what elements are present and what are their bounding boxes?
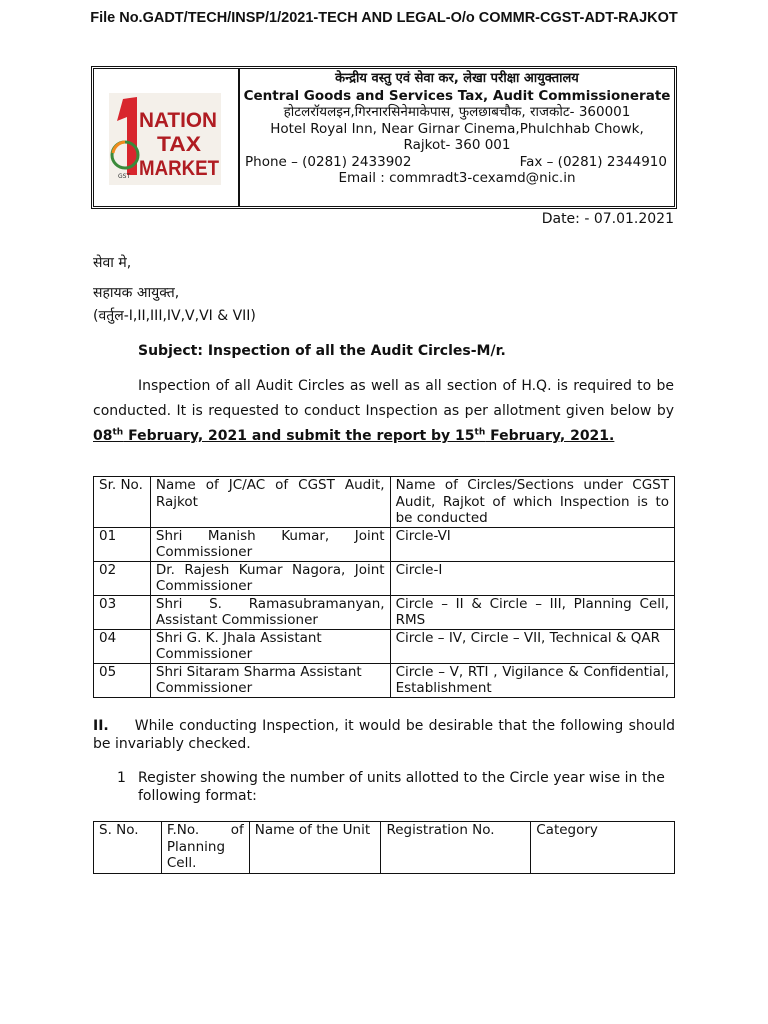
- row-sr-no: 05: [94, 663, 151, 697]
- list-item: [117, 770, 677, 805]
- logo-cell: [94, 69, 240, 206]
- row-circles: Circle-I: [390, 561, 674, 595]
- hindi-office-title: केन्द्रीय वस्तु एवं सेवा कर, लेखा परीक्षा आयुक्तालय: [335, 71, 579, 86]
- format-table: [93, 821, 675, 874]
- letter-date: Date: - 07.01.2021: [541, 211, 674, 227]
- table-row: [94, 527, 675, 561]
- body-paragraph: [93, 374, 674, 449]
- logo-word-nation: NATION: [139, 109, 217, 132]
- section-2-text: While conducting Inspection, it would be desirable that the following should be invariably checked.: [93, 718, 675, 752]
- body-text: Inspection of all Audit Circles as well as all section of H.Q. is required to be conducted. It is requested to conduct Inspection as per allotment given below by: [93, 378, 674, 419]
- file-number: File No.GADT/TECH/INSP/1/2021-TECH AND LEGAL-O/o COMMR-CGST-ADT-RAJKOT: [90, 10, 678, 26]
- row-circles: Circle – V, RTI , Vigilance & Confidential, Establishment: [390, 663, 674, 697]
- email-address: Email : commradt3-cexamd@nic.in: [338, 170, 576, 186]
- list-item-number: 1: [117, 770, 126, 786]
- letterhead: [91, 66, 677, 209]
- table-row: [94, 595, 675, 629]
- deadline-text: 08th February, 2021 and submit the report by 15th February, 2021.: [93, 427, 615, 444]
- phone-number: Phone – (0281) 2433902: [245, 153, 412, 170]
- format-header-category: Category: [531, 822, 675, 874]
- row-officer: Dr. Rajesh Kumar Nagora, Joint Commissioner: [150, 561, 390, 595]
- salutation-line-3: (वर्तुल-I,II,III,IV,V,VI & VII): [93, 308, 256, 324]
- header-cell-circles: Name of Circles/Sections under CGST Audit, Rajkot of which Inspection is to be conducted: [390, 477, 674, 528]
- logo-gst-badge: GST: [118, 173, 131, 180]
- format-table-header-row: [94, 822, 675, 874]
- row-circles: Circle-VI: [390, 527, 674, 561]
- format-header-fno: F.No. of Planning Cell.: [161, 822, 249, 874]
- row-officer: Shri Manish Kumar, Joint Commissioner: [150, 527, 390, 561]
- header-cell-officer: Name of JC/AC of CGST Audit, Rajkot: [150, 477, 390, 528]
- row-officer: Shri S. Ramasubramanyan, Assistant Commissioner: [150, 595, 390, 629]
- row-officer: Shri Sitaram Sharma Assistant Commissioner: [150, 663, 390, 697]
- salutation-line-2: सहायक आयुक्त,: [93, 285, 180, 301]
- address-line-2: Rajkot- 360 001: [403, 137, 511, 153]
- list-item-text: Register showing the number of units allotted to the Circle year wise in the following format:: [138, 770, 665, 804]
- row-circles: Circle – II & Circle – III, Planning Cell, RMS: [390, 595, 674, 629]
- row-sr-no: 01: [94, 527, 151, 561]
- row-sr-no: 02: [94, 561, 151, 595]
- nation-tax-market-logo: [109, 93, 221, 185]
- hindi-address: होटलरॉयलइन,गिरनारसिनेमाकेपास, फुलछाबचौक, राजकोट- 360001: [283, 104, 631, 120]
- address-line-1: Hotel Royal Inn, Near Girnar Cinema,Phulchhab Chowk,: [270, 120, 644, 137]
- table-row: [94, 663, 675, 697]
- row-officer: Shri G. K. Jhala Assistant Commissioner: [150, 629, 390, 663]
- row-sr-no: 03: [94, 595, 151, 629]
- salutation-line-1: सेवा मे,: [93, 255, 132, 271]
- table-header-row: [94, 477, 675, 528]
- allotment-table: [93, 476, 675, 698]
- fax-number: Fax – (0281) 2344910: [519, 153, 667, 170]
- row-circles: Circle – IV, Circle – VII, Technical & QAR: [390, 629, 674, 663]
- format-header-registration: Registration No.: [381, 822, 531, 874]
- row-sr-no: 04: [94, 629, 151, 663]
- contact-row: [240, 154, 674, 171]
- logo-word-tax: TAX: [157, 133, 201, 156]
- header-cell-sr-no: Sr. No.: [94, 477, 151, 528]
- logo-word-market: MARKET: [139, 157, 220, 180]
- letterhead-text: [240, 71, 674, 187]
- format-header-unit: Name of the Unit: [249, 822, 381, 874]
- english-office-title: Central Goods and Services Tax, Audit Commissionerate: [243, 87, 671, 104]
- table-row: [94, 561, 675, 595]
- section-2-label: II.: [93, 718, 109, 734]
- table-row: [94, 629, 675, 663]
- section-2-paragraph: [93, 718, 675, 753]
- subject-line: Subject: Inspection of all the Audit Circles-M/r.: [138, 343, 506, 359]
- format-header-sno: S. No.: [94, 822, 162, 874]
